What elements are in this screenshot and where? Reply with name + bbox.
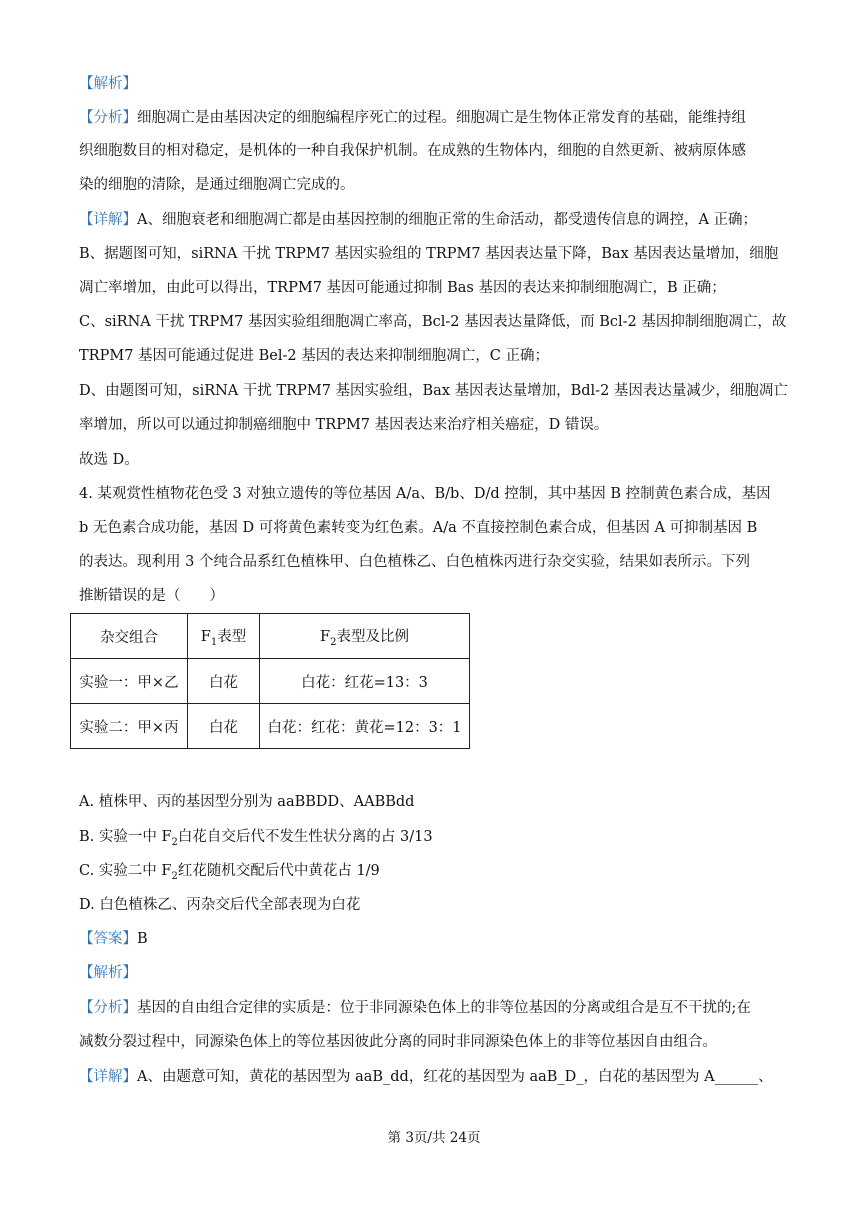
table-header-cell: $F_1$表型 bbox=[188, 614, 260, 659]
xiangjie-label-1: 【详解】 bbox=[79, 212, 137, 228]
option-b: B. 实验一中 $F_2$白花自交后代不发生性状分离的占 3/13 bbox=[79, 829, 433, 848]
question4-stem-3: 的表达。现利用 3 个纯合品系红色植株甲、白色植株乙、白色植株丙进行杂交实验，结果如表所示。下列 bbox=[79, 554, 750, 570]
xiangjie-line-4: C、siRNA 干扰 TRPM7 基因实验组细胞凋亡率高，Bcl-2 基因表达量降低，而 Bcl-2 基因抑制细胞凋亡，故 bbox=[79, 314, 787, 330]
table-cell: 白花：红花：黄花=12：3：1 bbox=[260, 704, 470, 749]
table-cell: 白花：红花=13：3 bbox=[260, 659, 470, 704]
fenxi-label-1: 【分析】 bbox=[79, 110, 137, 126]
option-a: A. 植株甲、丙的基因型分别为 aaBBDD、AABBdd bbox=[79, 794, 415, 810]
answer-label: 【答案】 bbox=[79, 931, 137, 947]
question4-stem-1: 4. 某观赏性植物花色受 3 对独立遗传的等位基因 A/a、B/b、D/d 控制，其中基因 B 控制黄色素合成，基因 bbox=[79, 486, 771, 502]
xiangjie-line-1: 【详解】A、细胞衰老和细胞凋亡都是由基因控制的细胞正常的生命活动，都受遗传信息的调控，A 正确； bbox=[79, 212, 758, 228]
table-header-cell: $F_2$表型及比例 bbox=[260, 614, 470, 659]
table-row bbox=[71, 704, 470, 749]
option-c: C. 实验二中 $F_2$红花随机交配后代中黄花占 1/9 bbox=[79, 863, 380, 882]
xiangjie-line-5: TRPM7 基因可能通过促进 Bel-2 基因的表达来抑制细胞凋亡，C 正确； bbox=[79, 348, 549, 364]
xiangjie-line-8: 故选 D。 bbox=[79, 452, 139, 468]
table-row bbox=[71, 659, 470, 704]
table-header-cell: 杂交组合 bbox=[71, 614, 188, 659]
answer-value: B bbox=[137, 931, 148, 947]
cross-result-table bbox=[70, 613, 470, 749]
option-d: D. 白色植株乙、丙杂交后代全部表现为白花 bbox=[79, 897, 361, 913]
table-cell: 实验二：甲×丙 bbox=[71, 704, 188, 749]
table-cell: 白花 bbox=[188, 659, 260, 704]
fenxi-line-2: 织细胞数目的相对稳定，是机体的一种自我保护机制。在成熟的生物体内，细胞的自然更新、被病原体感 bbox=[79, 143, 746, 159]
table-cell: 白花 bbox=[188, 704, 260, 749]
xiangjie-line-7: 率增加，所以可以通过抑制癌细胞中 TRPM7 基因表达来治疗相关癌症，D 错误。 bbox=[79, 417, 609, 433]
fenxi-line-5: 减数分裂过程中，同源染色体上的等位基因彼此分离的同时非同源染色体上的非等位基因自由组合。 bbox=[79, 1034, 717, 1050]
xiangjie-line-3: 凋亡率增加，由此可以得出，TRPM7 基因可能通过抑制 Bas 基因的表达来抑制细胞凋亡，B 正确； bbox=[79, 280, 726, 296]
xiangjie-label-2: 【详解】 bbox=[79, 1069, 137, 1085]
jiexi-label-1: 【解析】 bbox=[79, 76, 137, 92]
table-header-row bbox=[71, 614, 470, 659]
jiexi-label-2: 【解析】 bbox=[79, 965, 137, 981]
page-footer: 第 3页/共 24页 bbox=[387, 1130, 481, 1146]
xiangjie-line-9: 【详解】A、由题意可知，黄花的基因型为 aaB_dd，红花的基因型为 aaB_D_，白花的基因型为 A______、 bbox=[79, 1069, 773, 1085]
fenxi-line-1: 【分析】细胞凋亡是由基因决定的细胞编程序死亡的过程。细胞凋亡是生物体正常发育的基础，能维持组 bbox=[79, 110, 746, 126]
fenxi-line-3: 染的细胞的清除，是通过细胞凋亡完成的。 bbox=[79, 177, 355, 193]
xiangjie-line-6: D、由题图可知，siRNA 干扰 TRPM7 基因实验组，Bax 基因表达量增加，Bdl-2 基因表达量减少，细胞凋亡 bbox=[79, 383, 788, 399]
answer-line bbox=[79, 929, 148, 949]
question4-stem-4: 推断错误的是（ ） bbox=[79, 588, 224, 604]
table-cell: 实验一：甲×乙 bbox=[71, 659, 188, 704]
fenxi-label-2: 【分析】 bbox=[79, 1000, 137, 1016]
question4-stem-2: b 无色素合成功能，基因 D 可将黄色素转变为红色素。A/a 不直接控制色素合成，但基因 A 可抑制基因 B bbox=[79, 520, 758, 536]
xiangjie-line-2: B、据题图可知，siRNA 干扰 TRPM7 基因实验组的 TRPM7 基因表达量下降，Bax 基因表达量增加，细胞 bbox=[79, 246, 779, 262]
fenxi-line-4: 【分析】基因的自由组合定律的实质是：位于非同源染色体上的非等位基因的分离或组合是互不干扰的;在 bbox=[79, 1000, 751, 1016]
